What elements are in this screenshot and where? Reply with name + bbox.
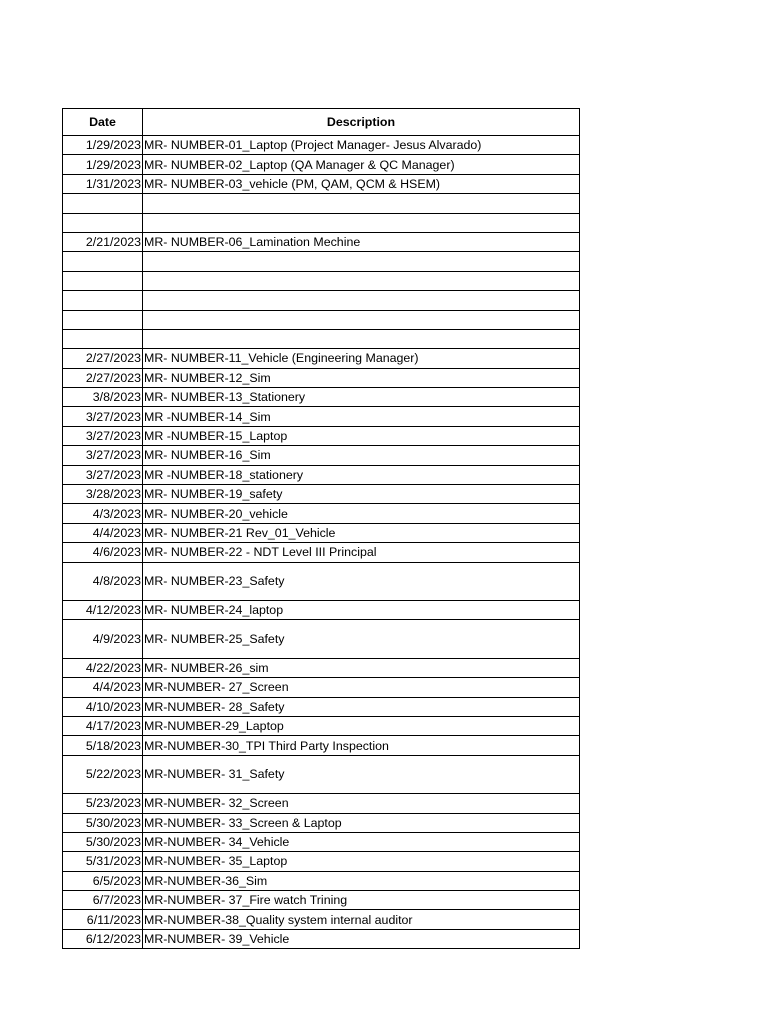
description-cell[interactable]: MR-NUMBER- 27_Screen [143,678,580,697]
table-row [63,368,580,387]
table-row [63,194,580,213]
table-row [63,271,580,290]
description-cell[interactable]: MR- NUMBER-26_sim [143,658,580,677]
description-cell[interactable]: MR -NUMBER-15_Laptop [143,426,580,445]
table-row [63,174,580,193]
date-cell[interactable] [63,271,143,290]
date-cell[interactable]: 4/17/2023 [63,716,143,735]
table-row [63,232,580,251]
date-cell[interactable]: 6/11/2023 [63,910,143,929]
table-row [63,736,580,755]
date-cell[interactable]: 5/23/2023 [63,794,143,813]
date-cell[interactable]: 4/12/2023 [63,600,143,619]
date-cell[interactable] [63,213,143,232]
date-cell[interactable]: 4/3/2023 [63,504,143,523]
date-cell[interactable]: 5/22/2023 [63,755,143,793]
date-cell[interactable]: 6/12/2023 [63,929,143,948]
date-cell[interactable]: 6/7/2023 [63,891,143,910]
description-cell[interactable]: MR-NUMBER- 35_Laptop [143,852,580,871]
date-cell[interactable]: 4/6/2023 [63,543,143,562]
table-row [63,794,580,813]
date-cell[interactable]: 2/21/2023 [63,232,143,251]
table-body [63,136,580,949]
date-cell[interactable]: 4/8/2023 [63,562,143,600]
date-cell[interactable]: 3/27/2023 [63,465,143,484]
description-cell[interactable] [143,310,580,329]
date-cell[interactable]: 6/5/2023 [63,871,143,890]
date-cell[interactable] [63,194,143,213]
date-cell[interactable]: 4/9/2023 [63,620,143,658]
description-cell[interactable] [143,213,580,232]
description-cell[interactable]: MR-NUMBER- 33_Screen & Laptop [143,813,580,832]
date-cell[interactable]: 1/29/2023 [63,155,143,174]
date-cell[interactable]: 1/29/2023 [63,136,143,155]
date-cell[interactable]: 5/30/2023 [63,813,143,832]
table-row [63,600,580,619]
table-row [63,329,580,348]
table-row [63,620,580,658]
description-cell[interactable]: MR- NUMBER-25_Safety [143,620,580,658]
table-row [63,891,580,910]
description-column-header[interactable]: Description [143,109,580,136]
header-row [63,109,580,136]
description-cell[interactable]: MR-NUMBER- 39_Vehicle [143,929,580,948]
table-row [63,349,580,368]
description-cell[interactable]: MR -NUMBER-18_stationery [143,465,580,484]
description-cell[interactable] [143,271,580,290]
table-row [63,678,580,697]
date-cell[interactable]: 3/28/2023 [63,485,143,504]
date-cell[interactable]: 3/8/2023 [63,388,143,407]
description-cell[interactable]: MR-NUMBER- 32_Screen [143,794,580,813]
description-cell[interactable]: MR- NUMBER-21 Rev_01_Vehicle [143,523,580,542]
table-row [63,910,580,929]
date-cell[interactable]: 4/4/2023 [63,678,143,697]
date-cell[interactable]: 5/18/2023 [63,736,143,755]
description-cell[interactable]: MR- NUMBER-13_Stationery [143,388,580,407]
description-cell[interactable]: MR-NUMBER- 37_Fire watch Trining [143,891,580,910]
description-cell[interactable]: MR- NUMBER-24_laptop [143,600,580,619]
table-row [63,407,580,426]
description-cell[interactable] [143,194,580,213]
table-row [63,658,580,677]
table-row [63,155,580,174]
date-cell[interactable]: 3/27/2023 [63,426,143,445]
table-row [63,426,580,445]
table-row [63,136,580,155]
description-cell[interactable]: MR-NUMBER-36_Sim [143,871,580,890]
description-cell[interactable]: MR- NUMBER-03_vehicle (PM, QAM, QCM & HSEM) [143,174,580,193]
description-cell[interactable]: MR-NUMBER- 34_Vehicle [143,832,580,851]
description-cell[interactable]: MR- NUMBER-02_Laptop (QA Manager & QC Manager) [143,155,580,174]
description-cell[interactable]: MR- NUMBER-01_Laptop (Project Manager- Jesus Alvarado) [143,136,580,155]
table-row [63,504,580,523]
date-cell[interactable] [63,310,143,329]
table-row [63,252,580,271]
description-cell[interactable]: MR- NUMBER-23_Safety [143,562,580,600]
date-cell[interactable]: 4/4/2023 [63,523,143,542]
date-cell[interactable]: 4/22/2023 [63,658,143,677]
date-cell[interactable]: 2/27/2023 [63,349,143,368]
spreadsheet-area [62,108,579,949]
table-row [63,929,580,948]
description-cell[interactable]: MR-NUMBER- 28_Safety [143,697,580,716]
table-row [63,543,580,562]
table-row [63,852,580,871]
table-row [63,465,580,484]
description-cell[interactable]: MR-NUMBER-30_TPI Third Party Inspection [143,736,580,755]
table-row [63,871,580,890]
table-row [63,213,580,232]
date-cell[interactable]: 3/27/2023 [63,446,143,465]
date-cell[interactable]: 5/30/2023 [63,832,143,851]
description-cell[interactable]: MR- NUMBER-16_Sim [143,446,580,465]
table-row [63,716,580,735]
date-cell[interactable]: 5/31/2023 [63,852,143,871]
description-cell[interactable]: MR- NUMBER-11_Vehicle (Engineering Manager) [143,349,580,368]
table-row [63,813,580,832]
date-cell[interactable] [63,291,143,310]
table-row [63,388,580,407]
date-cell[interactable]: 3/27/2023 [63,407,143,426]
description-cell[interactable]: MR- NUMBER-12_Sim [143,368,580,387]
description-cell[interactable] [143,329,580,348]
description-cell[interactable]: MR- NUMBER-06_Lamination Mechine [143,232,580,251]
table-row [63,523,580,542]
date-cell[interactable]: 1/31/2023 [63,174,143,193]
description-cell[interactable]: MR- NUMBER-19_safety [143,485,580,504]
description-cell[interactable] [143,291,580,310]
description-cell[interactable]: MR- NUMBER-20_vehicle [143,504,580,523]
description-cell[interactable]: MR-NUMBER-38_Quality system internal auditor [143,910,580,929]
date-cell[interactable]: 2/27/2023 [63,368,143,387]
date-cell[interactable]: 4/10/2023 [63,697,143,716]
date-cell[interactable] [63,252,143,271]
table-row [63,446,580,465]
table-row [63,697,580,716]
description-cell[interactable]: MR -NUMBER-14_Sim [143,407,580,426]
table-row [63,832,580,851]
table-row [63,310,580,329]
date-cell[interactable] [63,329,143,348]
material-request-table [62,108,580,949]
table-row [63,485,580,504]
description-cell[interactable]: MR-NUMBER- 31_Safety [143,755,580,793]
description-cell[interactable] [143,252,580,271]
description-cell[interactable]: MR-NUMBER-29_Laptop [143,716,580,735]
date-column-header[interactable]: Date [63,109,143,136]
description-cell[interactable]: MR- NUMBER-22 - NDT Level III Principal [143,543,580,562]
table-row [63,291,580,310]
table-row [63,755,580,793]
table-row [63,562,580,600]
